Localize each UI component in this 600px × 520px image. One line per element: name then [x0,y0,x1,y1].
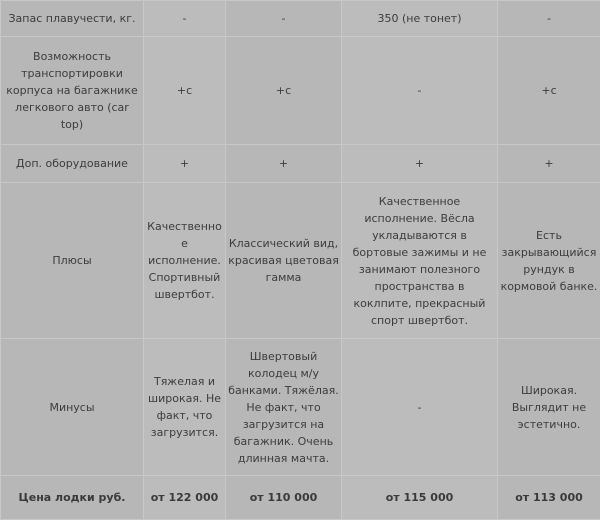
table-cell: Швертовый колодец м/у банками. Тяжёлая. Не факт, что загрузится на багажник. Очень длинная мачта. [226,339,342,476]
row-label: Минусы [1,339,144,476]
row-label: Доп. оборудование [1,145,144,183]
row-label: Возможность транспортировки корпуса на багажнике легкового авто (car top) [1,37,144,145]
table-cell: + [342,145,498,183]
table-row [1,339,600,476]
table-cell: Качественное исполнение. Вёсла укладываются в бортовые зажимы и не занимают полезного пространства в коклпите, прекрасный спорт швертбот. [342,183,498,339]
table-row [1,183,600,339]
row-label: Плюсы [1,183,144,339]
table-cell: + [144,145,226,183]
table-row [1,145,600,183]
table-cell: Широкая. Выглядит не эстетично. [498,339,600,476]
table-cell: + [226,145,342,183]
table-cell: +с [144,37,226,145]
table-cell: +с [226,37,342,145]
table-row-price [1,476,600,520]
table-cell: - [498,1,600,37]
row-label: Запас плавучести, кг. [1,1,144,37]
table-cell: - [144,1,226,37]
table-cell: - [342,37,498,145]
table-cell: Есть закрывающийся рундук в кормовой банке. [498,183,600,339]
table-cell: Тяжелая и широкая. Не факт, что загрузится. [144,339,226,476]
row-label: Цена лодки руб. [1,476,144,520]
table-cell: - [342,339,498,476]
price-cell: от 122 000 [144,476,226,520]
table-row [1,1,600,37]
table-cell: - [226,1,342,37]
table-cell: +с [498,37,600,145]
price-cell: от 110 000 [226,476,342,520]
price-cell: от 115 000 [342,476,498,520]
table-cell: + [498,145,600,183]
table-cell: Классический вид, красивая цветовая гамма [226,183,342,339]
table-cell: 350 (не тонет) [342,1,498,37]
table-row [1,37,600,145]
table-cell: Качественное исполнение. Спортивный швертбот. [144,183,226,339]
price-cell: от 113 000 [498,476,600,520]
